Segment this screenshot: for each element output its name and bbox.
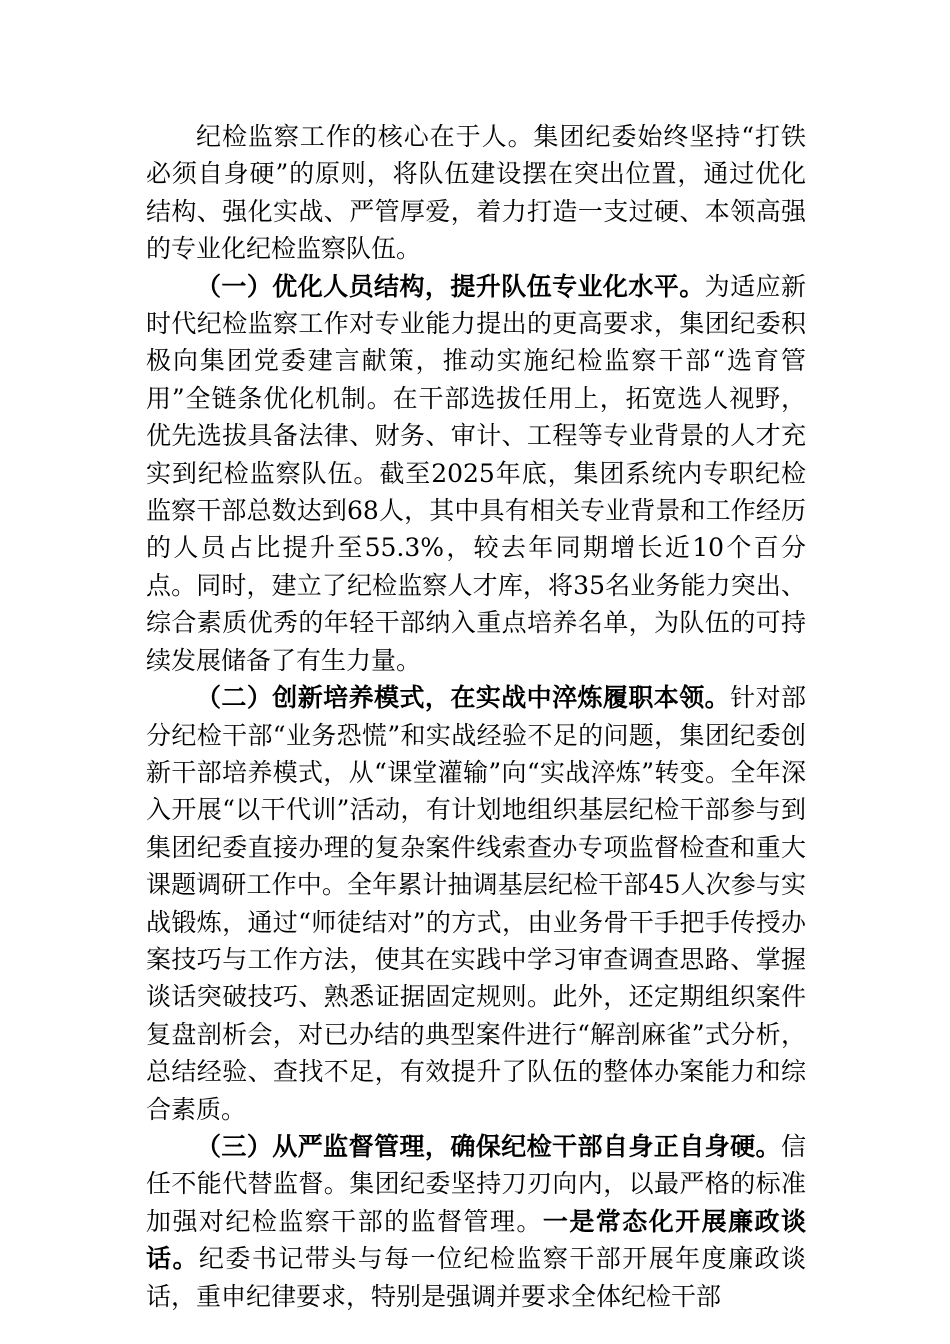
document-body: [146, 118, 806, 1315]
section-1-heading: （一）优化人员结构，提升队伍专业化水平。: [196, 271, 705, 301]
intro-paragraph: 纪检监察工作的核心在于人。集团纪委始终坚持“打铁必须自身硬”的原则，将队伍建设摆在突出位置，通过优化结构、强化实战、严管厚爱，着力打造一支过硬、本领高强的专业化纪检监察队伍。: [146, 122, 806, 264]
section-1-body: 为适应新时代纪检监察工作对专业能力提出的更高要求，集团纪委积极向集团党委建言献策，推动实施纪检监察干部“选育管用”全链条优化机制。在干部选拔任用上，拓宽选人视野，优先选拔具备法律、财务、审计、工程等专业背景的人才充实到纪检监察队伍。截至2025年底，集团系统内专职纪检监察干部总数达到68人，其中具有相关专业背景和工作经历的人员占比提升至55.3%，较去年同期增长近10个百分点。同时，建立了纪检监察人才库，将35名业务能力突出、综合素质优秀的年轻干部纳入重点培养名单，为队伍的可持续发展储备了有生力量。: [146, 271, 806, 675]
section-2-body: 针对部分纪检干部“业务恐慌”和实战经验不足的问题，集团纪委创新干部培养模式，从“课堂灌输”向“实战淬炼”转变。全年深入开展“以干代训”活动，有计划地组织基层纪检干部参与到集团纪委直接办理的复杂案件线索查办专项监督检查和重大课题调研工作中。全年累计抽调基层纪检干部45人次参与实战锻炼，通过“师徒结对”的方式，由业务骨干手把手传授办案技巧与工作方法，使其在实践中学习审查调查思路、掌握谈话突破技巧、熟悉证据固定规则。此外，还定期组织案件复盘剖析会，对已办结的典型案件进行“解剖麻雀”式分析，总结经验、查找不足，有效提升了队伍的整体办案能力和综合素质。: [146, 683, 806, 1124]
section-2-heading: （二）创新培养模式，在实战中淬炼履职本领。: [196, 683, 731, 713]
section-3-paragraph: [146, 1128, 806, 1315]
section-1-paragraph: [146, 268, 806, 679]
section-3-heading: （三）从严监督管理，确保纪检干部自身正自身硬。: [196, 1131, 781, 1161]
section-3-body-2: 纪委书记带头与每一位纪检监察干部开展年度廉政谈话，重申纪律要求，特别是强调并要求全体纪检干部: [146, 1244, 806, 1311]
section-3-bold-point-1: 一是常态化开展廉政谈话。: [146, 1206, 806, 1274]
section-3-body-1: 信任不能代替监督。集团纪委坚持刀刃向内，以最严格的标准加强对纪检监察干部的监督管理。: [146, 1131, 806, 1236]
section-2-paragraph: [146, 679, 806, 1128]
